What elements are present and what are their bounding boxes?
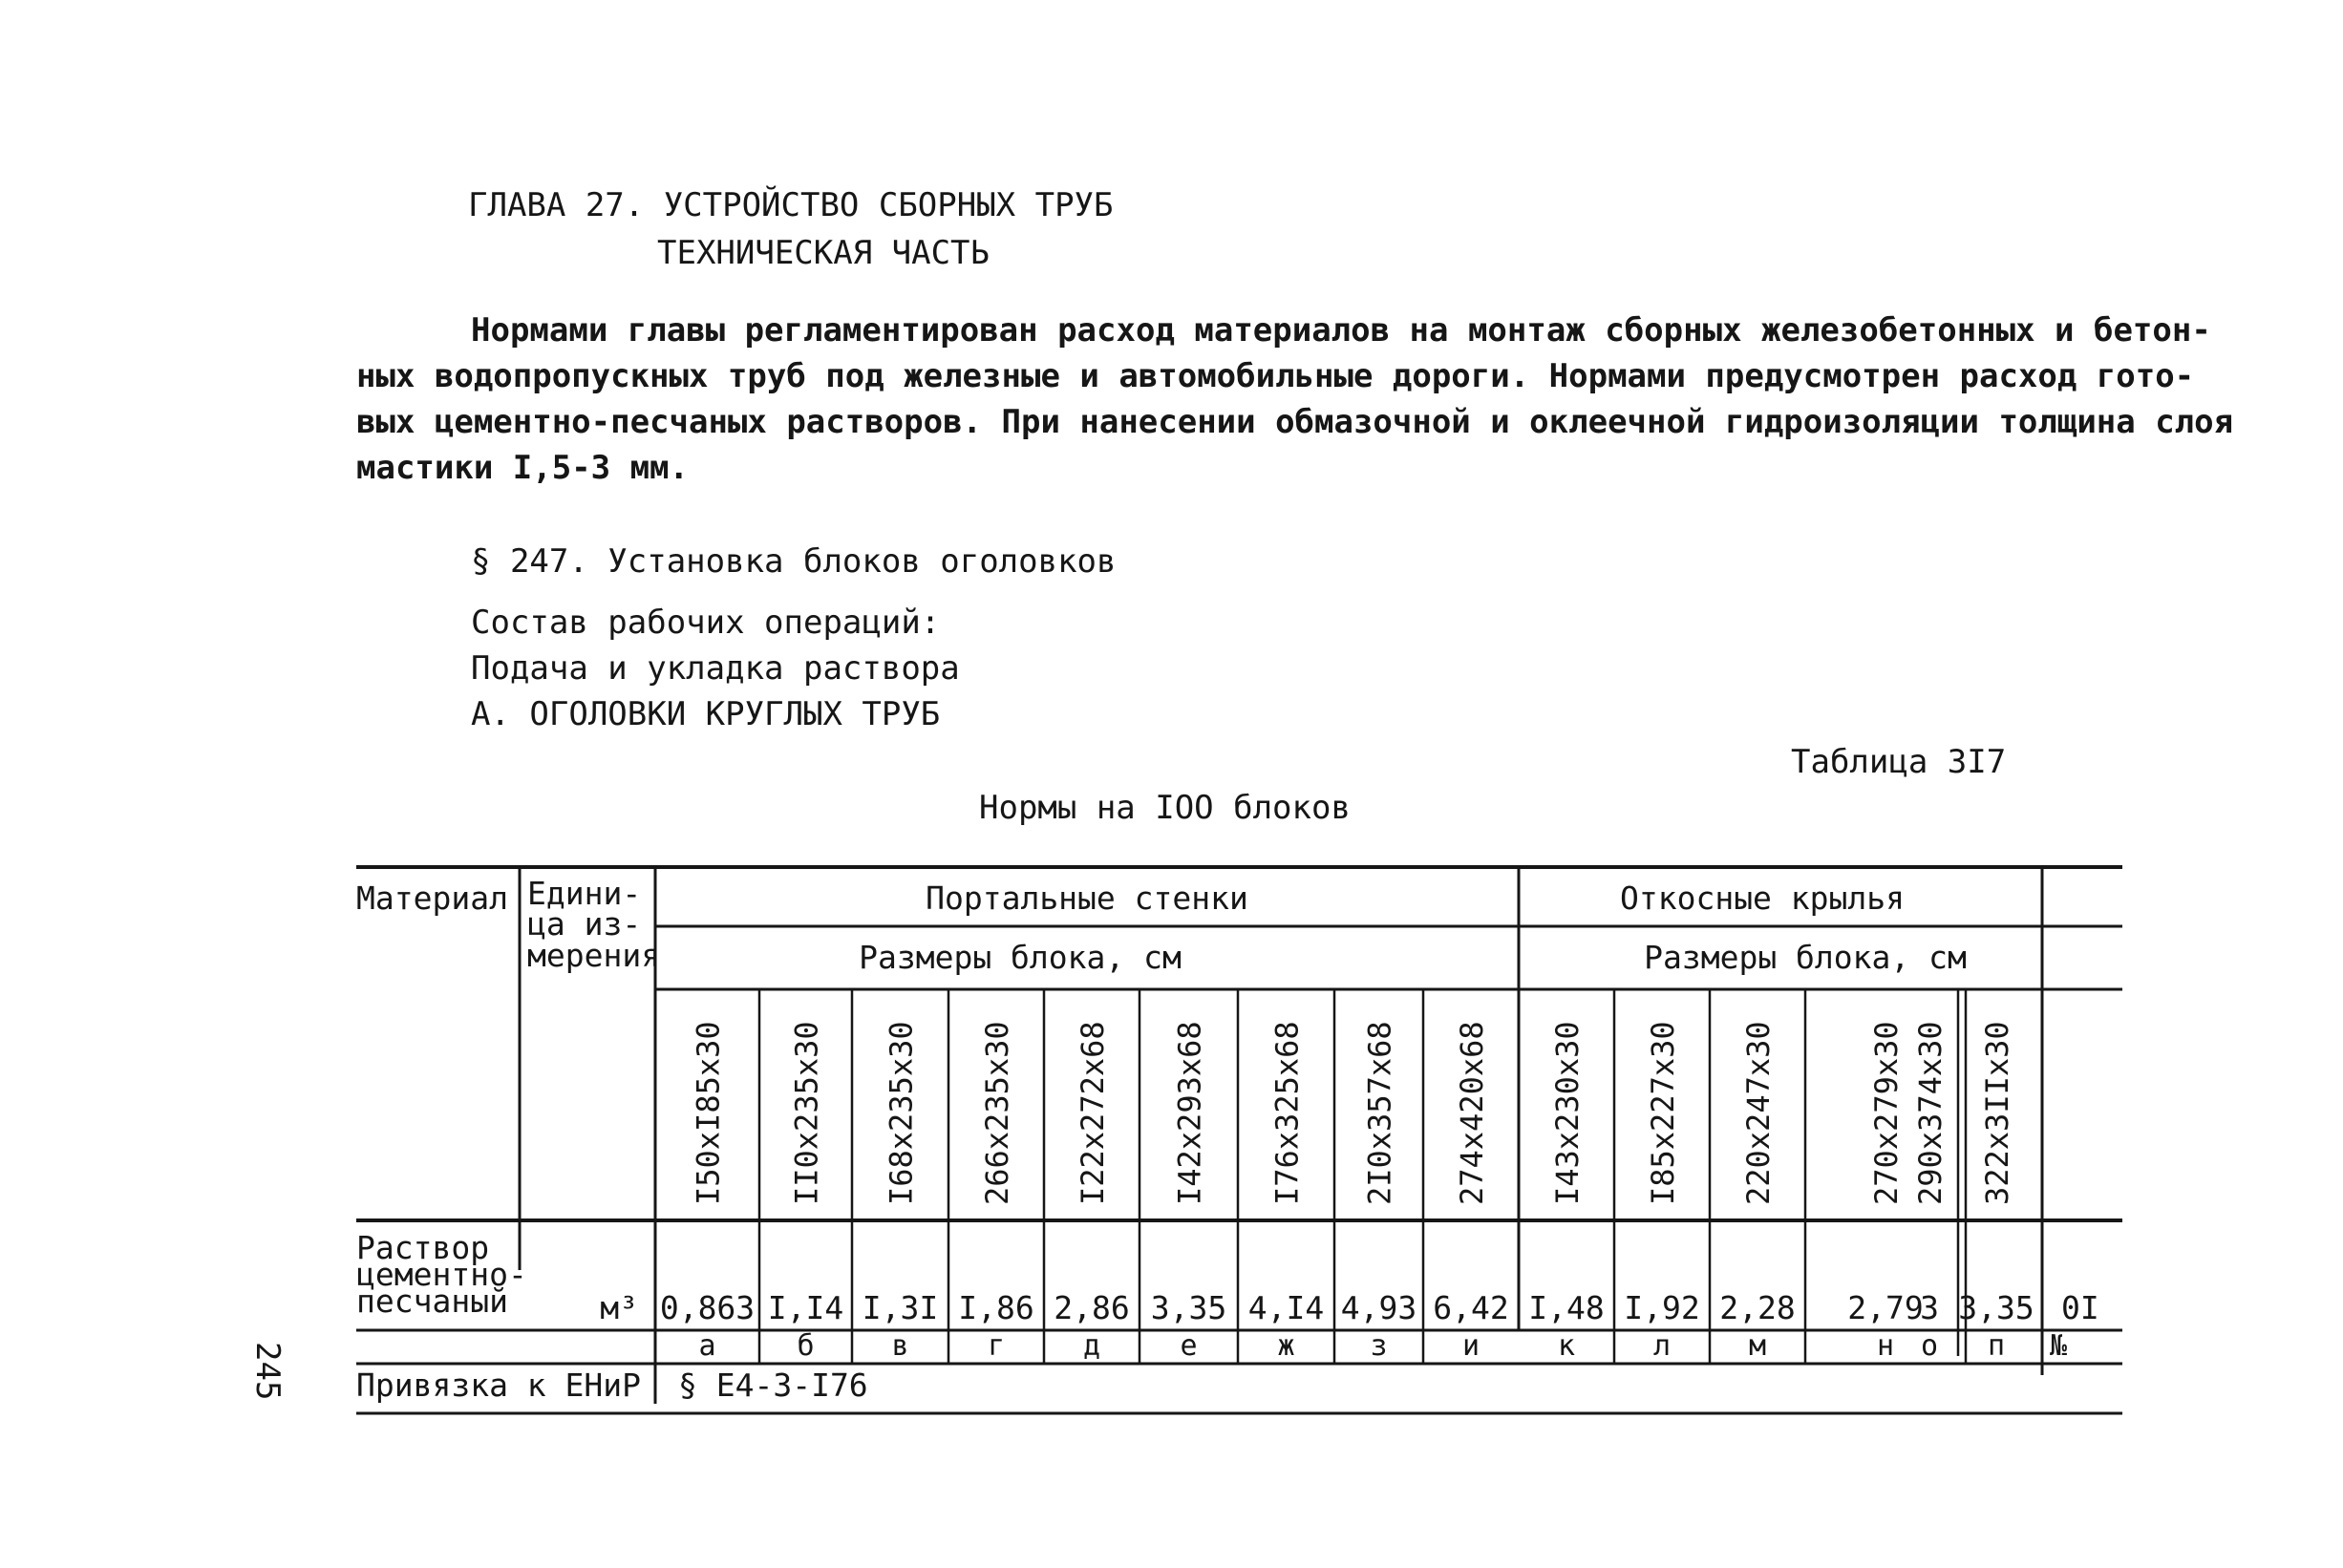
row-value: 3 (1920, 1289, 1939, 1326)
table-number: Таблица 3I7 (1791, 743, 2007, 781)
block-sizes-label: Размеры блока, см (859, 939, 1182, 976)
group-wings-label: Откосные крылья (1619, 879, 1906, 917)
row-material: Раствор (356, 1229, 490, 1266)
column-header: I50хI85х30 (690, 1021, 727, 1205)
column-header: I76х325х68 (1268, 1021, 1306, 1205)
header-unit: мерения (527, 937, 661, 974)
subsection-title: А. ОГОЛОВКИ КРУГЛЫХ ТРУБ (471, 695, 941, 733)
row-material: песчаный (356, 1282, 508, 1320)
column-letter: г (987, 1329, 1006, 1363)
column-letter: е (1180, 1329, 1198, 1363)
column-header: I85х227х30 (1645, 1021, 1681, 1205)
row-value: 4,I4 (1247, 1289, 1325, 1326)
section-title: § 247. Установка блоков оголовков (471, 542, 1117, 581)
column-letter: к (1557, 1329, 1576, 1363)
column-header: I68х235х30 (883, 1021, 920, 1205)
enir-value: § Е4-3-I76 (678, 1367, 868, 1404)
column-header: 270х279х30 (1868, 1021, 1905, 1205)
header-unit: Едини- (527, 875, 642, 912)
column-header: I43х230х30 (1549, 1021, 1586, 1205)
column-header: 322х3IIх30 (1979, 1021, 2015, 1205)
row-value: 6,42 (1433, 1289, 1509, 1326)
row-number: 0I (2061, 1289, 2099, 1326)
column-letter: л (1652, 1329, 1672, 1363)
column-header: 290х374х30 (1912, 1021, 1949, 1205)
column-header: 2I0х357х68 (1361, 1021, 1398, 1205)
intro-line: ных водопропускных труб под железные и автомобильные дороги. Нормами предусмотрен расход гото- (356, 357, 2195, 395)
chapter-title: ГЛАВА 27. УСТРОЙСТВО СБОРНЫХ ТРУБ (468, 186, 1114, 224)
row-material: цементно- (356, 1256, 527, 1293)
block-sizes-label: Размеры блока, см (1644, 939, 1967, 976)
row-value: 3,35 (1958, 1289, 2034, 1326)
column-letter: п (1987, 1329, 2006, 1363)
enir-label: Привязка к ЕНиР (356, 1367, 642, 1404)
row-value: 0,863 (659, 1289, 756, 1326)
operations-label: Состав рабочих операций: (471, 604, 941, 642)
row-value: I,48 (1528, 1289, 1605, 1326)
row-value: 2,79 (1847, 1289, 1924, 1326)
column-letter: н (1876, 1329, 1895, 1363)
row-value: 3,35 (1150, 1289, 1227, 1326)
column-letter: з (1370, 1329, 1388, 1363)
intro-line: Нормами главы регламентирован расход материалов на монтаж сборных железобетонных и бетон- (471, 311, 2211, 350)
column-header: 266х235х30 (979, 1021, 1015, 1205)
row-unit: м³ (600, 1289, 638, 1326)
row-value: 2,86 (1054, 1289, 1130, 1326)
column-header: 274х420х68 (1454, 1021, 1490, 1205)
norms-label: Нормы на IOO блоков (979, 789, 1351, 827)
header-unit: ца из- (527, 905, 642, 943)
row-value: I,3I (862, 1289, 939, 1326)
operation-text: Подача и укладка раствора (471, 649, 960, 688)
column-header: I42х293х68 (1171, 1021, 1208, 1205)
group-portal-label: Портальные стенки (926, 879, 1248, 917)
intro-line: мастики I,5-3 мм. (356, 449, 689, 487)
column-letter: и (1461, 1329, 1480, 1363)
column-header: 220х247х30 (1740, 1021, 1777, 1205)
column-letter: ж (1277, 1329, 1295, 1363)
column-letter: о (1920, 1329, 1939, 1363)
column-letter: в (891, 1329, 909, 1363)
row-value: 2,28 (1719, 1289, 1796, 1326)
row-value: I,I4 (767, 1289, 844, 1326)
number-sign: № (2050, 1329, 2068, 1363)
column-letter: б (797, 1329, 815, 1363)
row-value: I,92 (1624, 1289, 1700, 1326)
header-material: Материал (356, 879, 508, 917)
column-header: I22х272х68 (1075, 1021, 1111, 1205)
intro-line: вых цементно-песчаных растворов. При нанесении обмазочной и оклеечной гидроизоляции толщина слоя (356, 403, 2234, 441)
column-header: II0х235х30 (788, 1021, 825, 1205)
row-value: I,86 (958, 1289, 1034, 1326)
column-letter: д (1082, 1329, 1101, 1363)
column-letter: а (698, 1329, 716, 1363)
column-letter: м (1748, 1329, 1767, 1363)
row-value: 4,93 (1340, 1289, 1417, 1326)
chapter-subtitle: ТЕХНИЧЕСКАЯ ЧАСТЬ (657, 234, 990, 272)
page-number: 245 (248, 1342, 287, 1401)
